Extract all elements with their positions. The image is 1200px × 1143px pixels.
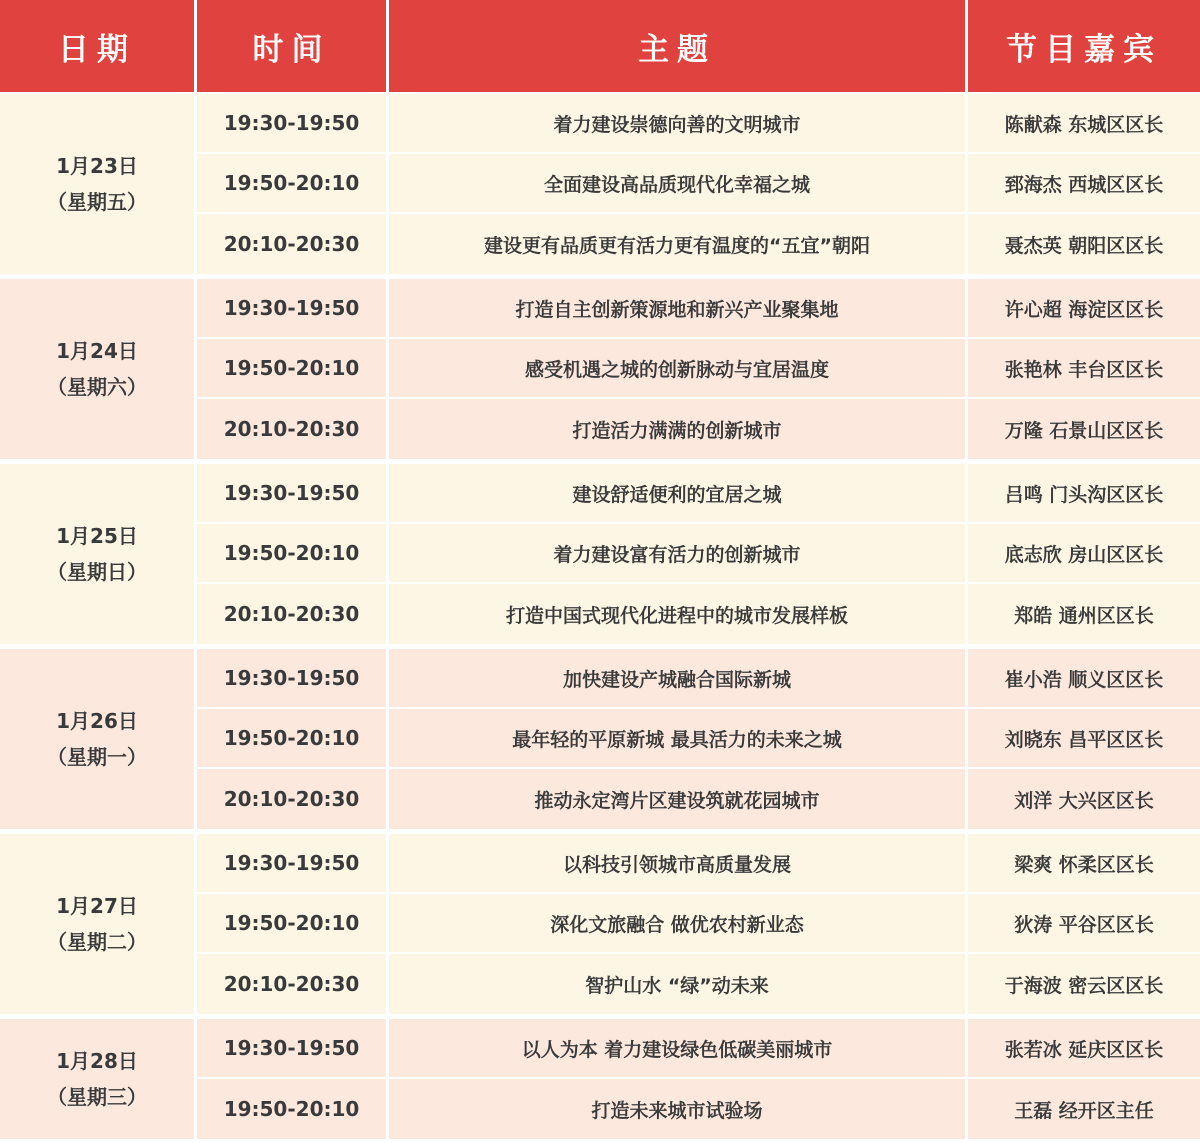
session-time: 20:10-20:30 — [197, 584, 386, 644]
session-topic: 建设舒适便利的宜居之城 — [389, 464, 965, 522]
weekday-label: （星期一） — [47, 745, 147, 769]
date-cell — [0, 464, 194, 644]
date-label: 1月27日 — [56, 894, 138, 918]
session-guest: 张若冰 延庆区区长 — [968, 1019, 1200, 1077]
session-topic: 打造中国式现代化进程中的城市发展样板 — [389, 584, 965, 644]
session-time: 19:50-20:10 — [197, 339, 386, 397]
session-time: 19:50-20:10 — [197, 154, 386, 212]
session-time: 20:10-20:30 — [197, 769, 386, 829]
date-label: 1月23日 — [56, 154, 138, 178]
date-cell — [0, 279, 194, 459]
session-time: 19:30-19:50 — [197, 94, 386, 152]
session-guest: 梁爽 怀柔区区长 — [968, 834, 1200, 892]
session-time: 20:10-20:30 — [197, 214, 386, 274]
session-guest: 聂杰英 朝阳区区长 — [968, 214, 1200, 274]
date-label: 1月26日 — [56, 709, 138, 733]
session-topic: 感受机遇之城的创新脉动与宜居温度 — [389, 339, 965, 397]
session-topic: 以人为本 着力建设绿色低碳美丽城市 — [389, 1019, 965, 1077]
session-time: 19:30-19:50 — [197, 834, 386, 892]
session-guest: 张艳林 丰台区区长 — [968, 339, 1200, 397]
date-label: 1月25日 — [56, 524, 138, 548]
session-topic: 全面建设高品质现代化幸福之城 — [389, 154, 965, 212]
session-topic: 深化文旅融合 做优农村新业态 — [389, 894, 965, 952]
session-topic: 最年轻的平原新城 最具活力的未来之城 — [389, 709, 965, 767]
header-topic: 主题 — [389, 0, 965, 92]
header-time: 时间 — [197, 0, 386, 92]
session-guest: 郑皓 通州区区长 — [968, 584, 1200, 644]
session-guest: 陈献森 东城区区长 — [968, 94, 1200, 152]
header-guest: 节目嘉宾 — [968, 0, 1200, 92]
session-guest: 许心超 海淀区区长 — [968, 279, 1200, 337]
date-cell — [0, 834, 194, 1014]
session-guest: 刘洋 大兴区区长 — [968, 769, 1200, 829]
header-date: 日期 — [0, 0, 194, 92]
session-guest: 崔小浩 顺义区区长 — [968, 649, 1200, 707]
session-time: 19:30-19:50 — [197, 649, 386, 707]
session-guest: 吕鸣 门头沟区区长 — [968, 464, 1200, 522]
session-topic: 以科技引领城市高质量发展 — [389, 834, 965, 892]
session-time: 19:30-19:50 — [197, 464, 386, 522]
session-topic: 智护山水 “绿”动未来 — [389, 954, 965, 1014]
session-time: 19:50-20:10 — [197, 524, 386, 582]
session-time: 19:30-19:50 — [197, 279, 386, 337]
session-time: 20:10-20:30 — [197, 954, 386, 1014]
date-cell — [0, 1019, 194, 1139]
session-guest: 万隆 石景山区区长 — [968, 399, 1200, 459]
session-guest: 狄涛 平谷区区长 — [968, 894, 1200, 952]
date-cell — [0, 94, 194, 274]
session-topic: 推动永定湾片区建设筑就花园城市 — [389, 769, 965, 829]
weekday-label: （星期三） — [47, 1085, 147, 1109]
weekday-label: （星期二） — [47, 930, 147, 954]
session-topic: 加快建设产城融合国际新城 — [389, 649, 965, 707]
date-label: 1月28日 — [56, 1049, 138, 1073]
session-time: 20:10-20:30 — [197, 399, 386, 459]
date-label: 1月24日 — [56, 339, 138, 363]
session-topic: 建设更有品质更有活力更有温度的“五宜”朝阳 — [389, 214, 965, 274]
session-guest: 王磊 经开区主任 — [968, 1079, 1200, 1139]
session-topic: 打造未来城市试验场 — [389, 1079, 965, 1139]
session-guest: 郅海杰 西城区区长 — [968, 154, 1200, 212]
session-topic: 着力建设崇德向善的文明城市 — [389, 94, 965, 152]
session-guest: 刘晓东 昌平区区长 — [968, 709, 1200, 767]
date-cell — [0, 649, 194, 829]
session-time: 19:50-20:10 — [197, 709, 386, 767]
weekday-label: （星期六） — [47, 375, 147, 399]
session-guest: 于海波 密云区区长 — [968, 954, 1200, 1014]
session-time: 19:50-20:10 — [197, 894, 386, 952]
session-time: 19:30-19:50 — [197, 1019, 386, 1077]
session-topic: 着力建设富有活力的创新城市 — [389, 524, 965, 582]
weekday-label: （星期日） — [47, 560, 147, 584]
weekday-label: （星期五） — [47, 190, 147, 214]
session-time: 19:50-20:10 — [197, 1079, 386, 1139]
session-guest: 底志欣 房山区区长 — [968, 524, 1200, 582]
session-topic: 打造活力满满的创新城市 — [389, 399, 965, 459]
session-topic: 打造自主创新策源地和新兴产业聚集地 — [389, 279, 965, 337]
